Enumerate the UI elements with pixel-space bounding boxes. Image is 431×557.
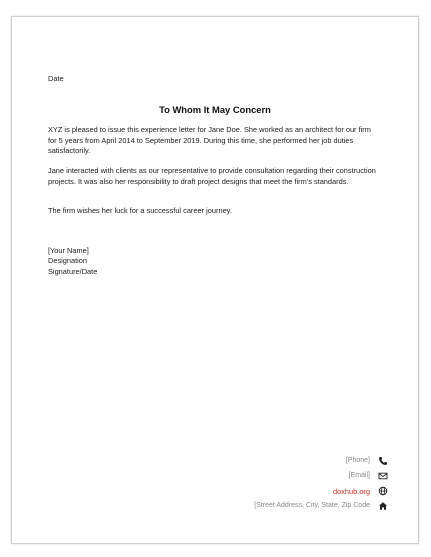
footer-website[interactable]: doxhub.org [333,487,370,496]
date-field: Date [48,74,64,83]
signer-designation: Designation [48,256,88,266]
email-icon [378,471,388,481]
paragraph-1: XYZ is pleased to issue this experience letter for Jane Doe. She worked as an architect for our firm for 5 years from April 2014 to September 2019. During this time, she performed her job duties satisfactorily. [48,125,371,155]
signature-date: Signature/Date [48,266,98,276]
footer-phone: [Phone] [345,457,370,464]
letter-title: To Whom It May Concern [159,104,271,115]
footer-address: [Street Address, City, State, Zip Code [254,502,370,509]
home-icon [378,501,388,511]
signer-name: [Your Name] [48,246,89,255]
paragraph-3: The firm wishes her luck for a successful career journey. [48,206,232,215]
footer-email: [Email] [348,472,370,479]
globe-icon [378,486,388,496]
phone-icon [378,456,388,466]
paragraph-2: Jane interacted with clients as our representative to provide consultation regarding their construction projects. It was also her responsibility to draft project designs that meet the firm's standards. [48,166,376,186]
document-page [11,16,419,544]
signature-block [48,246,97,277]
